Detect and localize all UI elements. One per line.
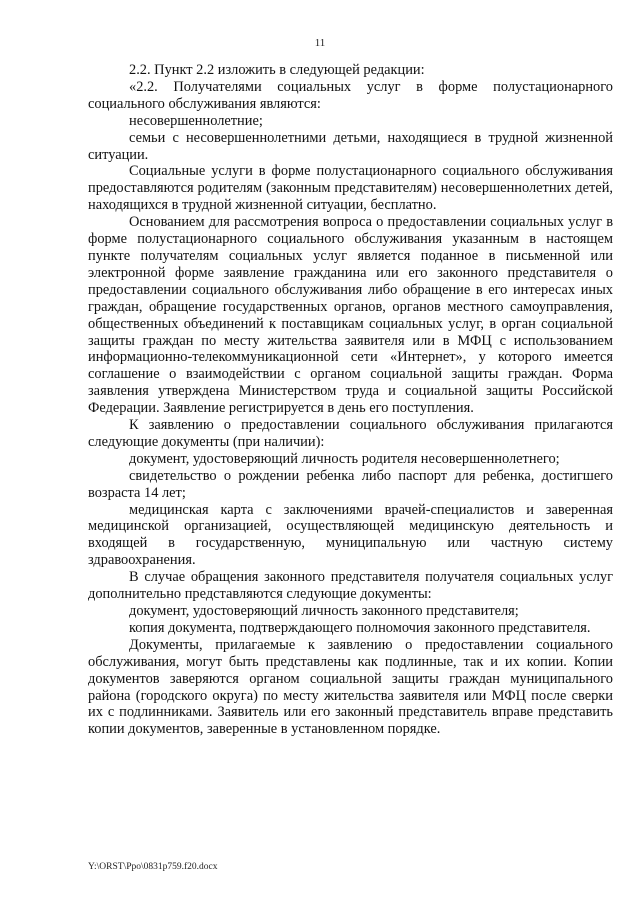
- paragraph: семьи с несовершеннолетними детьми, находящиеся в трудной жизненной ситуации.: [88, 129, 613, 163]
- file-path-footer: Y:\ORST\Ppo\0831p759.f20.docx: [88, 862, 218, 872]
- paragraph: Социальные услуги в форме полустационарного социального обслуживания предоставляются родителям (законным представителям) несовершеннолетних детей, находящихся в трудной жизненной ситуации, бесплатно.: [88, 163, 613, 214]
- paragraph: 2.2. Пункт 2.2 изложить в следующей редакции:: [129, 62, 425, 78]
- paragraph: свидетельство о рождении ребенка либо паспорт для ребенка, достигшего возраста 14 лет;: [88, 467, 613, 501]
- paragraph: Документы, прилагаемые к заявлению о предоставлении социального обслуживания, могут быть представлены как подлинные, так и их копии. Копии документов заверяются органом социальной защиты граждан муниципального района (городского округа) по месту жительства заявителя или МФЦ после сверки их с подлинниками. Заявитель или его законный представитель вправе представить копии документов, заверенные в установленном порядке.: [88, 636, 613, 738]
- paragraph: несовершеннолетние;: [129, 112, 263, 129]
- document-body: [88, 62, 613, 738]
- paragraph: документ, удостоверяющий личность родителя несовершеннолетнего;: [129, 450, 560, 467]
- paragraph: К заявлению о предоставлении социального обслуживания прилагаются следующие документы (при наличии):: [88, 417, 613, 450]
- paragraph: медицинская карта с заключениями врачей-специалистов и заверенная медицинской организацией, осуществляющей медицинскую деятельность и входящей в государственную, муниципальную или частную систему здравоохранения.: [88, 501, 613, 569]
- paragraph: документ, удостоверяющий личность законного представителя;: [129, 603, 519, 619]
- page-number: 11: [314, 37, 326, 49]
- paragraph: копия документа, подтверждающего полномочия законного представителя.: [129, 619, 591, 636]
- paragraph: Основанием для рассмотрения вопроса о предоставлении социальных услуг в форме полустационарного социального обслуживания указанным в настоящем пункте получателям социальных услуг является поданное в письменной или электронной форме заявление гражданина или его законного представителя о предоставлении социального обслуживания либо обращение в его интересах иных граждан, обращение государственных органов, органов местного самоуправления, общественных объединений к поставщикам социальных услуг, в орган социальной защиты граждан по месту жительства заявителя или в МФЦ с использованием информационно-телекоммуникационной сети «Интернет», у которого имеется соглашение о взаимодействии с органом социальной защиты граждан. Форма заявления утверждена Министерством труда и социальной защиты Российской Федерации. Заявление регистрируется в день его поступления.: [88, 214, 613, 417]
- paragraph: В случае обращения законного представителя получателя социальных услуг дополнительно представляются следующие документы:: [88, 569, 613, 603]
- paragraph: «2.2. Получателями социальных услуг в форме полустационарного социального обслуживания являются:: [88, 78, 613, 112]
